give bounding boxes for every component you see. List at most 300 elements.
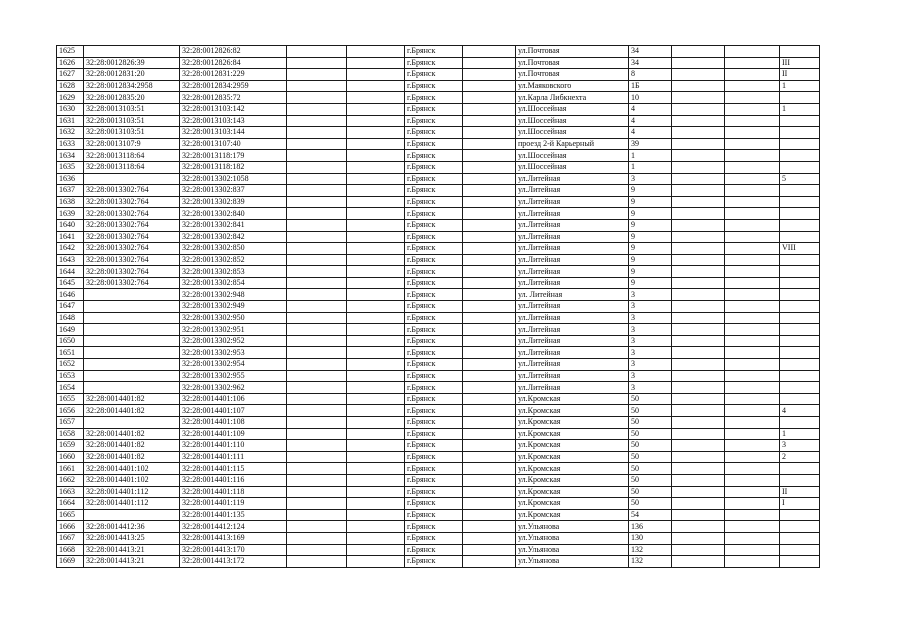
row-number: 1638 bbox=[57, 196, 84, 208]
parent-cadastral-number: 32:28:0014401:82 bbox=[84, 405, 180, 417]
blank-cell bbox=[287, 509, 347, 521]
cadastral-number: 32:28:0013302:841 bbox=[180, 219, 287, 231]
cadastral-number: 32:28:0013302:954 bbox=[180, 359, 287, 371]
blank-cell bbox=[463, 405, 516, 417]
city-cell: г.Брянск bbox=[405, 185, 463, 197]
parent-cadastral-number bbox=[84, 359, 180, 371]
table-row bbox=[57, 115, 820, 127]
parent-cadastral-number: 32:28:0014401:112 bbox=[84, 486, 180, 498]
parent-cadastral-number bbox=[84, 46, 180, 58]
house-number-cell: 50 bbox=[629, 417, 672, 429]
cadastral-number: 32:28:0013302:1058 bbox=[180, 173, 287, 185]
city-cell: г.Брянск bbox=[405, 440, 463, 452]
blank-cell bbox=[672, 556, 725, 568]
street-cell: ул.Литейная bbox=[516, 324, 629, 336]
blank-cell bbox=[347, 521, 405, 533]
cadastral-number: 32:28:0014412:124 bbox=[180, 521, 287, 533]
house-number-cell: 9 bbox=[629, 277, 672, 289]
parent-cadastral-number: 32:28:0014401:82 bbox=[84, 393, 180, 405]
premises-cell: 5 bbox=[780, 173, 820, 185]
blank-cell bbox=[347, 556, 405, 568]
table-row bbox=[57, 57, 820, 69]
blank-cell bbox=[287, 266, 347, 278]
blank-cell bbox=[725, 498, 780, 510]
table-row bbox=[57, 185, 820, 197]
blank-cell bbox=[672, 150, 725, 162]
blank-cell bbox=[347, 544, 405, 556]
blank-cell bbox=[347, 451, 405, 463]
city-cell: г.Брянск bbox=[405, 382, 463, 394]
cadastral-number: 32:28:0013118:182 bbox=[180, 161, 287, 173]
blank-cell bbox=[672, 509, 725, 521]
cadastral-number: 32:28:0014401:110 bbox=[180, 440, 287, 452]
blank-cell bbox=[287, 486, 347, 498]
street-cell: ул.Шоссейная bbox=[516, 161, 629, 173]
city-cell: г.Брянск bbox=[405, 173, 463, 185]
parent-cadastral-number: 32:28:0012835:20 bbox=[84, 92, 180, 104]
city-cell: г.Брянск bbox=[405, 150, 463, 162]
premises-cell bbox=[780, 347, 820, 359]
table-row bbox=[57, 544, 820, 556]
row-number: 1658 bbox=[57, 428, 84, 440]
house-number-cell: 50 bbox=[629, 393, 672, 405]
house-number-cell: 3 bbox=[629, 312, 672, 324]
row-number: 1626 bbox=[57, 57, 84, 69]
cadastral-number: 32:28:0013103:142 bbox=[180, 103, 287, 115]
blank-cell bbox=[287, 254, 347, 266]
blank-cell bbox=[672, 335, 725, 347]
blank-cell bbox=[725, 347, 780, 359]
parent-cadastral-number: 32:28:0013103:51 bbox=[84, 115, 180, 127]
blank-cell bbox=[347, 463, 405, 475]
cadastral-number: 32:28:0012834:2959 bbox=[180, 80, 287, 92]
row-number: 1641 bbox=[57, 231, 84, 243]
cadastral-number: 32:28:0012826:84 bbox=[180, 57, 287, 69]
table-row bbox=[57, 509, 820, 521]
street-cell: ул.Почтовая bbox=[516, 57, 629, 69]
blank-cell bbox=[287, 474, 347, 486]
house-number-cell: 3 bbox=[629, 382, 672, 394]
parent-cadastral-number: 32:28:0013118:64 bbox=[84, 150, 180, 162]
house-number-cell: 130 bbox=[629, 532, 672, 544]
premises-cell bbox=[780, 463, 820, 475]
cadastral-number: 32:28:0013302:949 bbox=[180, 301, 287, 313]
row-number: 1648 bbox=[57, 312, 84, 324]
row-number: 1647 bbox=[57, 301, 84, 313]
premises-cell: 1 bbox=[780, 103, 820, 115]
blank-cell bbox=[463, 219, 516, 231]
row-number: 1643 bbox=[57, 254, 84, 266]
blank-cell bbox=[463, 289, 516, 301]
cadastral-number: 32:28:0013107:40 bbox=[180, 138, 287, 150]
premises-cell bbox=[780, 521, 820, 533]
table-row bbox=[57, 335, 820, 347]
house-number-cell: 3 bbox=[629, 335, 672, 347]
cadastral-number: 32:28:0013302:840 bbox=[180, 208, 287, 220]
parent-cadastral-number: 32:28:0014401:112 bbox=[84, 498, 180, 510]
street-cell: ул.Кромская bbox=[516, 440, 629, 452]
blank-cell bbox=[672, 393, 725, 405]
table-row bbox=[57, 301, 820, 313]
street-cell: ул.Литейная bbox=[516, 359, 629, 371]
street-cell: ул.Литейная bbox=[516, 243, 629, 255]
city-cell: г.Брянск bbox=[405, 335, 463, 347]
city-cell: г.Брянск bbox=[405, 115, 463, 127]
blank-cell bbox=[463, 474, 516, 486]
parent-cadastral-number bbox=[84, 509, 180, 521]
blank-cell bbox=[672, 301, 725, 313]
street-cell: ул.Литейная bbox=[516, 312, 629, 324]
blank-cell bbox=[463, 382, 516, 394]
row-number: 1667 bbox=[57, 532, 84, 544]
cadastral-number: 32:28:0013302:839 bbox=[180, 196, 287, 208]
table-row bbox=[57, 347, 820, 359]
blank-cell bbox=[725, 417, 780, 429]
table-row bbox=[57, 532, 820, 544]
premises-cell: VIII bbox=[780, 243, 820, 255]
blank-cell bbox=[287, 57, 347, 69]
city-cell: г.Брянск bbox=[405, 417, 463, 429]
blank-cell bbox=[463, 150, 516, 162]
city-cell: г.Брянск bbox=[405, 103, 463, 115]
blank-cell bbox=[347, 92, 405, 104]
street-cell: ул.Кромская bbox=[516, 405, 629, 417]
blank-cell bbox=[463, 115, 516, 127]
blank-cell bbox=[287, 115, 347, 127]
table-row bbox=[57, 417, 820, 429]
table-row bbox=[57, 254, 820, 266]
premises-cell bbox=[780, 556, 820, 568]
blank-cell bbox=[287, 428, 347, 440]
blank-cell bbox=[725, 243, 780, 255]
house-number-cell: 50 bbox=[629, 428, 672, 440]
blank-cell bbox=[287, 219, 347, 231]
blank-cell bbox=[347, 324, 405, 336]
blank-cell bbox=[463, 173, 516, 185]
blank-cell bbox=[463, 486, 516, 498]
premises-cell: II bbox=[780, 486, 820, 498]
blank-cell bbox=[347, 428, 405, 440]
city-cell: г.Брянск bbox=[405, 277, 463, 289]
blank-cell bbox=[347, 173, 405, 185]
cadastral-number: 32:28:0014401:118 bbox=[180, 486, 287, 498]
premises-cell bbox=[780, 219, 820, 231]
blank-cell bbox=[672, 347, 725, 359]
blank-cell bbox=[672, 161, 725, 173]
city-cell: г.Брянск bbox=[405, 486, 463, 498]
premises-cell bbox=[780, 161, 820, 173]
city-cell: г.Брянск bbox=[405, 254, 463, 266]
blank-cell bbox=[287, 417, 347, 429]
house-number-cell: 3 bbox=[629, 359, 672, 371]
blank-cell bbox=[672, 243, 725, 255]
row-number: 1662 bbox=[57, 474, 84, 486]
blank-cell bbox=[672, 254, 725, 266]
city-cell: г.Брянск bbox=[405, 347, 463, 359]
city-cell: г.Брянск bbox=[405, 46, 463, 58]
parent-cadastral-number bbox=[84, 370, 180, 382]
premises-cell: I bbox=[780, 498, 820, 510]
blank-cell bbox=[463, 440, 516, 452]
blank-cell bbox=[287, 69, 347, 81]
blank-cell bbox=[463, 266, 516, 278]
house-number-cell: 39 bbox=[629, 138, 672, 150]
row-number: 1657 bbox=[57, 417, 84, 429]
blank-cell bbox=[725, 544, 780, 556]
blank-cell bbox=[672, 80, 725, 92]
blank-cell bbox=[347, 46, 405, 58]
row-number: 1625 bbox=[57, 46, 84, 58]
house-number-cell: 3 bbox=[629, 301, 672, 313]
blank-cell bbox=[725, 359, 780, 371]
street-cell: ул.Литейная bbox=[516, 254, 629, 266]
blank-cell bbox=[672, 277, 725, 289]
blank-cell bbox=[672, 57, 725, 69]
street-cell: ул.Литейная bbox=[516, 196, 629, 208]
blank-cell bbox=[725, 486, 780, 498]
blank-cell bbox=[725, 185, 780, 197]
premises-cell bbox=[780, 393, 820, 405]
street-cell: ул.Кромская bbox=[516, 428, 629, 440]
blank-cell bbox=[287, 312, 347, 324]
parent-cadastral-number: 32:28:0014413:21 bbox=[84, 556, 180, 568]
blank-cell bbox=[672, 231, 725, 243]
blank-cell bbox=[672, 173, 725, 185]
city-cell: г.Брянск bbox=[405, 544, 463, 556]
blank-cell bbox=[725, 301, 780, 313]
blank-cell bbox=[463, 301, 516, 313]
table-row bbox=[57, 69, 820, 81]
street-cell: ул.Почтовая bbox=[516, 46, 629, 58]
parent-cadastral-number: 32:28:0012831:20 bbox=[84, 69, 180, 81]
blank-cell bbox=[463, 277, 516, 289]
table-row bbox=[57, 428, 820, 440]
blank-cell bbox=[725, 474, 780, 486]
table-row bbox=[57, 266, 820, 278]
cadastral-number: 32:28:0014401:119 bbox=[180, 498, 287, 510]
house-number-cell: 1 bbox=[629, 161, 672, 173]
table-row bbox=[57, 231, 820, 243]
blank-cell bbox=[463, 57, 516, 69]
blank-cell bbox=[463, 463, 516, 475]
house-number-cell: 132 bbox=[629, 544, 672, 556]
blank-cell bbox=[463, 254, 516, 266]
parent-cadastral-number bbox=[84, 417, 180, 429]
house-number-cell: 50 bbox=[629, 486, 672, 498]
blank-cell bbox=[672, 359, 725, 371]
city-cell: г.Брянск bbox=[405, 231, 463, 243]
blank-cell bbox=[463, 370, 516, 382]
cadastral-number: 32:28:0013302:850 bbox=[180, 243, 287, 255]
blank-cell bbox=[347, 417, 405, 429]
blank-cell bbox=[463, 544, 516, 556]
cadastral-number: 32:28:0013302:842 bbox=[180, 231, 287, 243]
street-cell: ул.Кромская bbox=[516, 486, 629, 498]
house-number-cell: 50 bbox=[629, 405, 672, 417]
street-cell: ул.Литейная bbox=[516, 347, 629, 359]
blank-cell bbox=[672, 544, 725, 556]
premises-cell bbox=[780, 231, 820, 243]
premises-cell bbox=[780, 46, 820, 58]
blank-cell bbox=[287, 556, 347, 568]
blank-cell bbox=[672, 324, 725, 336]
row-number: 1649 bbox=[57, 324, 84, 336]
street-cell: ул.Литейная bbox=[516, 382, 629, 394]
premises-cell bbox=[780, 266, 820, 278]
table-row bbox=[57, 196, 820, 208]
blank-cell bbox=[463, 185, 516, 197]
blank-cell bbox=[287, 382, 347, 394]
cadastral-number: 32:28:0014401:107 bbox=[180, 405, 287, 417]
table-row bbox=[57, 243, 820, 255]
blank-cell bbox=[672, 266, 725, 278]
blank-cell bbox=[287, 359, 347, 371]
city-cell: г.Брянск bbox=[405, 474, 463, 486]
blank-cell bbox=[347, 301, 405, 313]
blank-cell bbox=[347, 289, 405, 301]
blank-cell bbox=[287, 370, 347, 382]
cadastral-number: 32:28:0013302:952 bbox=[180, 335, 287, 347]
street-cell: ул.Шоссейная bbox=[516, 127, 629, 139]
city-cell: г.Брянск bbox=[405, 556, 463, 568]
cadastral-number: 32:28:0013118:179 bbox=[180, 150, 287, 162]
blank-cell bbox=[725, 196, 780, 208]
city-cell: г.Брянск bbox=[405, 451, 463, 463]
parent-cadastral-number bbox=[84, 312, 180, 324]
house-number-cell: 8 bbox=[629, 69, 672, 81]
blank-cell bbox=[463, 138, 516, 150]
house-number-cell: 9 bbox=[629, 266, 672, 278]
blank-cell bbox=[725, 138, 780, 150]
parent-cadastral-number bbox=[84, 173, 180, 185]
premises-cell bbox=[780, 382, 820, 394]
city-cell: г.Брянск bbox=[405, 138, 463, 150]
blank-cell bbox=[347, 393, 405, 405]
blank-cell bbox=[672, 103, 725, 115]
cadastral-number: 32:28:0014401:135 bbox=[180, 509, 287, 521]
table-row bbox=[57, 382, 820, 394]
property-register-table bbox=[56, 45, 820, 568]
blank-cell bbox=[672, 498, 725, 510]
parent-cadastral-number bbox=[84, 335, 180, 347]
blank-cell bbox=[287, 243, 347, 255]
blank-cell bbox=[347, 474, 405, 486]
cadastral-number: 32:28:0013103:143 bbox=[180, 115, 287, 127]
parent-cadastral-number: 32:28:0013302:764 bbox=[84, 196, 180, 208]
blank-cell bbox=[725, 92, 780, 104]
blank-cell bbox=[725, 266, 780, 278]
blank-cell bbox=[347, 440, 405, 452]
cadastral-number: 32:28:0014401:109 bbox=[180, 428, 287, 440]
blank-cell bbox=[287, 173, 347, 185]
premises-cell bbox=[780, 370, 820, 382]
table-row bbox=[57, 138, 820, 150]
blank-cell bbox=[725, 335, 780, 347]
city-cell: г.Брянск bbox=[405, 428, 463, 440]
blank-cell bbox=[463, 393, 516, 405]
city-cell: г.Брянск bbox=[405, 57, 463, 69]
row-number: 1652 bbox=[57, 359, 84, 371]
blank-cell bbox=[672, 289, 725, 301]
cadastral-number: 32:28:0013302:953 bbox=[180, 347, 287, 359]
street-cell: ул.Шоссейная bbox=[516, 150, 629, 162]
house-number-cell: 9 bbox=[629, 208, 672, 220]
blank-cell bbox=[463, 243, 516, 255]
blank-cell bbox=[287, 80, 347, 92]
street-cell: ул.Ульянова bbox=[516, 556, 629, 568]
blank-cell bbox=[672, 69, 725, 81]
blank-cell bbox=[463, 498, 516, 510]
city-cell: г.Брянск bbox=[405, 312, 463, 324]
blank-cell bbox=[463, 532, 516, 544]
blank-cell bbox=[347, 69, 405, 81]
premises-cell bbox=[780, 277, 820, 289]
row-number: 1654 bbox=[57, 382, 84, 394]
parent-cadastral-number: 32:28:0014401:82 bbox=[84, 428, 180, 440]
blank-cell bbox=[672, 474, 725, 486]
blank-cell bbox=[725, 277, 780, 289]
house-number-cell: 3 bbox=[629, 289, 672, 301]
street-cell: ул.Ульянова bbox=[516, 521, 629, 533]
blank-cell bbox=[725, 451, 780, 463]
premises-cell: 3 bbox=[780, 440, 820, 452]
blank-cell bbox=[672, 312, 725, 324]
cadastral-number: 32:28:0012835:72 bbox=[180, 92, 287, 104]
cadastral-number: 32:28:0013302:853 bbox=[180, 266, 287, 278]
house-number-cell: 50 bbox=[629, 440, 672, 452]
house-number-cell: 9 bbox=[629, 243, 672, 255]
blank-cell bbox=[347, 138, 405, 150]
blank-cell bbox=[672, 185, 725, 197]
street-cell: ул.Литейная bbox=[516, 370, 629, 382]
blank-cell bbox=[287, 150, 347, 162]
row-number: 1627 bbox=[57, 69, 84, 81]
row-number: 1666 bbox=[57, 521, 84, 533]
blank-cell bbox=[347, 127, 405, 139]
house-number-cell: 50 bbox=[629, 463, 672, 475]
house-number-cell: 50 bbox=[629, 474, 672, 486]
blank-cell bbox=[463, 196, 516, 208]
blank-cell bbox=[672, 196, 725, 208]
cadastral-number: 32:28:0013302:948 bbox=[180, 289, 287, 301]
blank-cell bbox=[287, 544, 347, 556]
table-row bbox=[57, 103, 820, 115]
street-cell: ул.Литейная bbox=[516, 173, 629, 185]
street-cell: ул.Литейная bbox=[516, 219, 629, 231]
house-number-cell: 3 bbox=[629, 173, 672, 185]
row-number: 1642 bbox=[57, 243, 84, 255]
parent-cadastral-number: 32:28:0013302:764 bbox=[84, 208, 180, 220]
premises-cell bbox=[780, 544, 820, 556]
house-number-cell: 34 bbox=[629, 46, 672, 58]
row-number: 1655 bbox=[57, 393, 84, 405]
blank-cell bbox=[725, 428, 780, 440]
premises-cell bbox=[780, 289, 820, 301]
blank-cell bbox=[672, 46, 725, 58]
table-row bbox=[57, 150, 820, 162]
cadastral-number: 32:28:0012831:229 bbox=[180, 69, 287, 81]
blank-cell bbox=[672, 463, 725, 475]
house-number-cell: 136 bbox=[629, 521, 672, 533]
premises-cell: 2 bbox=[780, 451, 820, 463]
street-cell: ул.Шоссейная bbox=[516, 103, 629, 115]
table-row bbox=[57, 324, 820, 336]
row-number: 1664 bbox=[57, 498, 84, 510]
city-cell: г.Брянск bbox=[405, 219, 463, 231]
city-cell: г.Брянск bbox=[405, 301, 463, 313]
house-number-cell: 9 bbox=[629, 254, 672, 266]
table-row bbox=[57, 393, 820, 405]
